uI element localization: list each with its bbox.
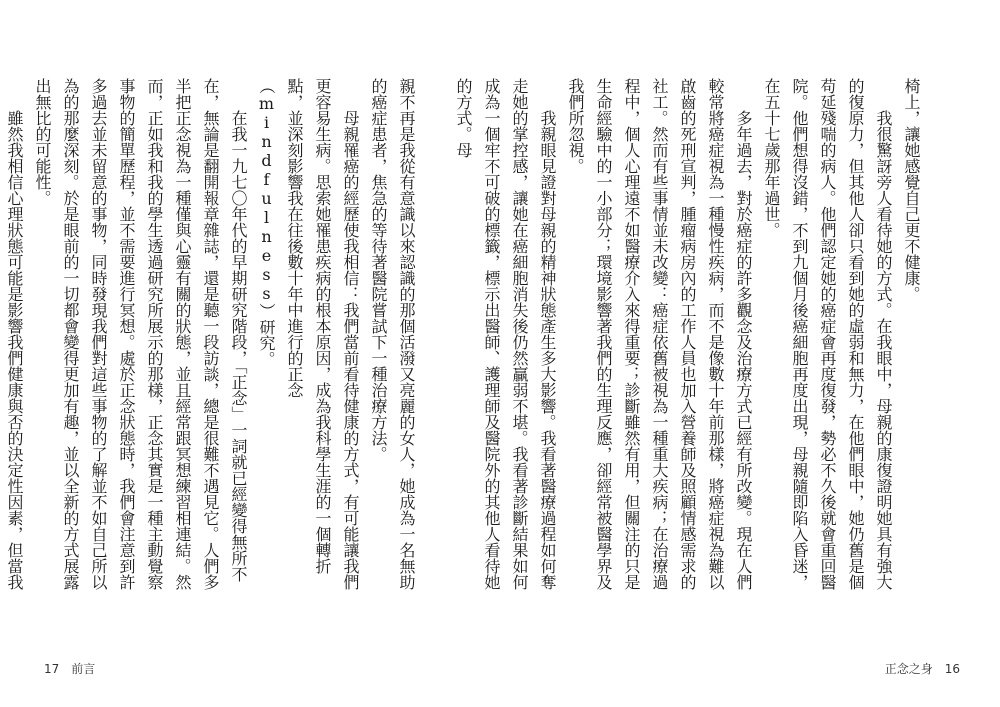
page-number: 16 (944, 661, 960, 676)
paragraph: 母親罹癌的經歷使我相信：我們當前看待健康的方式，有可能讓我們更容易生病。思索她罹患疾病的根本原因，成為我科學生涯的一個轉折點，並深刻影響我在往後數十年中進行的正念（mindfulness）研究。 (257, 78, 360, 590)
page-number: 17 (44, 661, 60, 676)
left-page-body (5, 78, 420, 598)
paragraph: 我親眼見證對母親的精神狀態產生多大影響。我看著醫療過程如何奪走她的掌控感，讓她在癌細胞消失後仍然贏弱不堪。我看著診斷結果如何成為一個牢不可破的標籤，標示出醫師、護理師及醫院外的其他人看待她的方式。母 (454, 78, 557, 590)
paragraph: 椅上，讓她感覺自己更不健康。 (902, 78, 921, 302)
paragraph: 在我一九七〇年代的早期研究階段，「正念」一詞就已經變得無所不在，無論是翻開報章雜誌，還是聽一段訪談，總是很難不遇見它。人們多半把正念視為一種僅與心靈有關的狀態，並且經常跟冥想練習相連結。然而，正如我和我的學生透過研究所展示的那樣，正念其實是一種主動覺察事物的簡單歷程，並不需要進行冥想。處於正念狀態時，我們會注意到許多過去並未留意的事物，同時發現我們對這些事物的了解並不如自己所以為的那麼深刻。於是眼前的一切都會變得更加有趣，並以全新的方式展露出無比的可能性。 (33, 78, 248, 590)
paragraph: 親不再是我從有意識以來認識的那個活潑又亮麗的女人，她成為一名無助的癌症患者，焦急的等待著醫院嘗試下一種治療方法。 (369, 78, 416, 590)
running-head: 正念之身 (884, 662, 933, 676)
left-page-footer (44, 660, 95, 677)
right-page (454, 0, 1000, 707)
paragraph: 雖然我相信心理狀態可能是影響我們健康與否的決定性因素，但當我 (5, 110, 24, 590)
right-page-footer (885, 660, 960, 677)
running-head: 前言 (71, 662, 96, 676)
paragraph: 我很驚訝旁人看待她的方式。在我眼中，母親的康復證明她具有強大的復原力，但其他人卻只看到她的虛弱和無力，在他們眼中，她仍舊是個苟延殘喘的病人。他們認定她的癌症會再度復發，勢必不久後就會重回醫院。他們想得沒錯，不到九個月後癌細胞再度出現，母親隨即陷入昏迷，在五十七歲那年過世。 (762, 78, 893, 590)
paragraph: 多年過去，對於癌症的許多觀念及治療方式已經有所改變。現在人們較常將癌症視為一種慢性疾病，而不是像數十年前那樣，將癌症視為難以啟齒的死刑宣判，腫瘤病房內的工作人員也加入營養師及照顧情感需求的社工。然而有些事情並未改變：癌症依舊被視為一種重大疾病；在治療過程中，個人心理遠不如醫療介入來得重要；診斷雖然有用，但關注的只是生命經驗中的一小部分；環境影響著我們的生理反應，卻經常被醫學界及我們所忽視。 (566, 78, 753, 590)
right-page-body (454, 78, 925, 598)
